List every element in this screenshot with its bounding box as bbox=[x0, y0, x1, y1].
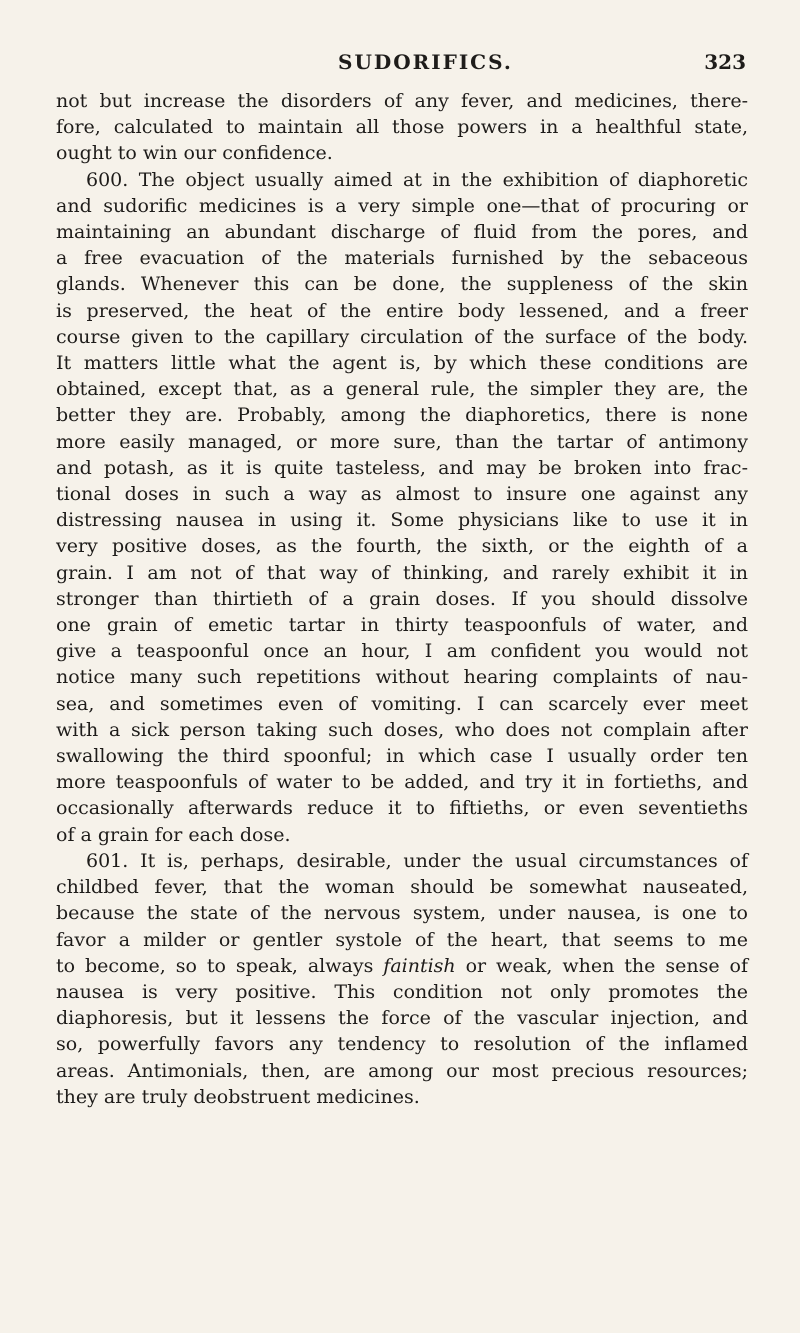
text-line: notice many such repetitions without hearing complaints of nau- bbox=[56, 666, 748, 689]
text-line: favor a milder or gentler systole of the heart, that seems to me bbox=[56, 928, 748, 951]
text-line: glands. Whenever this can be done, the suppleness of the skin bbox=[56, 273, 748, 296]
text-line: nausea is very positive. This condition not only promotes the bbox=[56, 980, 748, 1003]
text-line: stronger than thirtieth of a grain doses. If you should dissolve bbox=[56, 587, 748, 610]
text-line: grain. I am not of that way of thinking, and rarely exhibit it in bbox=[56, 561, 748, 584]
text-line: with a sick person taking such doses, who does not complain after bbox=[56, 718, 748, 741]
italic-word: faintish bbox=[383, 954, 456, 977]
text-line: maintaining an abundant discharge of fluid from the pores, and bbox=[56, 221, 748, 244]
text-line: tional doses in such a way as almost to insure one against any bbox=[56, 483, 748, 506]
text-line: It matters little what the agent is, by which these conditions are bbox=[56, 352, 748, 375]
text-line: more teaspoonfuls of water to be added, and try it in fortieths, and bbox=[56, 771, 748, 794]
body-text bbox=[56, 88, 748, 1110]
text-line: course given to the capillary circulation of the surface of the body. bbox=[56, 325, 748, 348]
text-line: is preserved, the heat of the entire body lessened, and a freer bbox=[56, 299, 748, 322]
paragraph-600-first-line: 600. The object usually aimed at in the exhibition of diaphoretic bbox=[86, 168, 748, 191]
text-line: and sudorific medicines is a very simple one—that of procuring or bbox=[56, 194, 748, 217]
text-line: better they are. Probably, among the diaphoretics, there is none bbox=[56, 404, 748, 427]
text-line: very positive doses, as the fourth, the sixth, or the eighth of a bbox=[56, 535, 748, 558]
text-line: give a teaspoonful once an hour, I am confident you would not bbox=[56, 640, 748, 663]
text-line: one grain of emetic tartar in thirty teaspoonfuls of water, and bbox=[56, 614, 748, 637]
text-line: occasionally afterwards reduce it to fiftieths, or even seventieths bbox=[56, 797, 748, 820]
text-line: sea, and sometimes even of vomiting. I can scarcely ever meet bbox=[56, 692, 748, 715]
text-line: obtained, except that, as a general rule, the simpler they are, the bbox=[56, 378, 748, 401]
text-line: not but increase the disorders of any fever, and medicines, there- bbox=[56, 90, 748, 112]
text-line: they are truly deobstruent medicines. bbox=[56, 1085, 420, 1108]
running-title: SUDORIFICS. bbox=[338, 50, 513, 74]
text-line: ought to win our confidence. bbox=[56, 142, 333, 165]
page-number: 323 bbox=[704, 50, 746, 74]
text-segment: to become, so to speak, always bbox=[56, 954, 384, 977]
text-segment: or weak, when the sense of bbox=[455, 954, 748, 977]
page-header bbox=[0, 40, 800, 80]
text-line: of a grain for each dose. bbox=[56, 823, 291, 846]
text-line: diaphoresis, but it lessens the force of the vascular injection, and bbox=[56, 1007, 748, 1030]
text-line-with-italic bbox=[56, 953, 748, 979]
text-line: because the state of the nervous system, under nausea, is one to bbox=[56, 902, 748, 925]
text-line: a free evacuation of the materials furnished by the sebaceous bbox=[56, 247, 748, 270]
paragraph-601-first-line: 601. It is, perhaps, desirable, under the usual circumstances of bbox=[86, 849, 748, 872]
text-line: distressing nausea in using it. Some physicians like to use it in bbox=[56, 509, 748, 532]
text-line: areas. Antimonials, then, are among our most precious resources; bbox=[56, 1059, 748, 1082]
text-line: so, powerfully favors any tendency to resolution of the inflamed bbox=[56, 1033, 748, 1056]
text-line: and potash, as it is quite tasteless, and may be broken into frac- bbox=[56, 456, 748, 479]
text-line: more easily managed, or more sure, than the tartar of antimony bbox=[56, 430, 748, 453]
text-line: childbed fever, that the woman should be somewhat nauseated, bbox=[56, 876, 748, 899]
text-line: fore, calculated to maintain all those powers in a healthful state, bbox=[56, 116, 748, 139]
text-line: swallowing the third spoonful; in which case I usually order ten bbox=[56, 745, 748, 768]
